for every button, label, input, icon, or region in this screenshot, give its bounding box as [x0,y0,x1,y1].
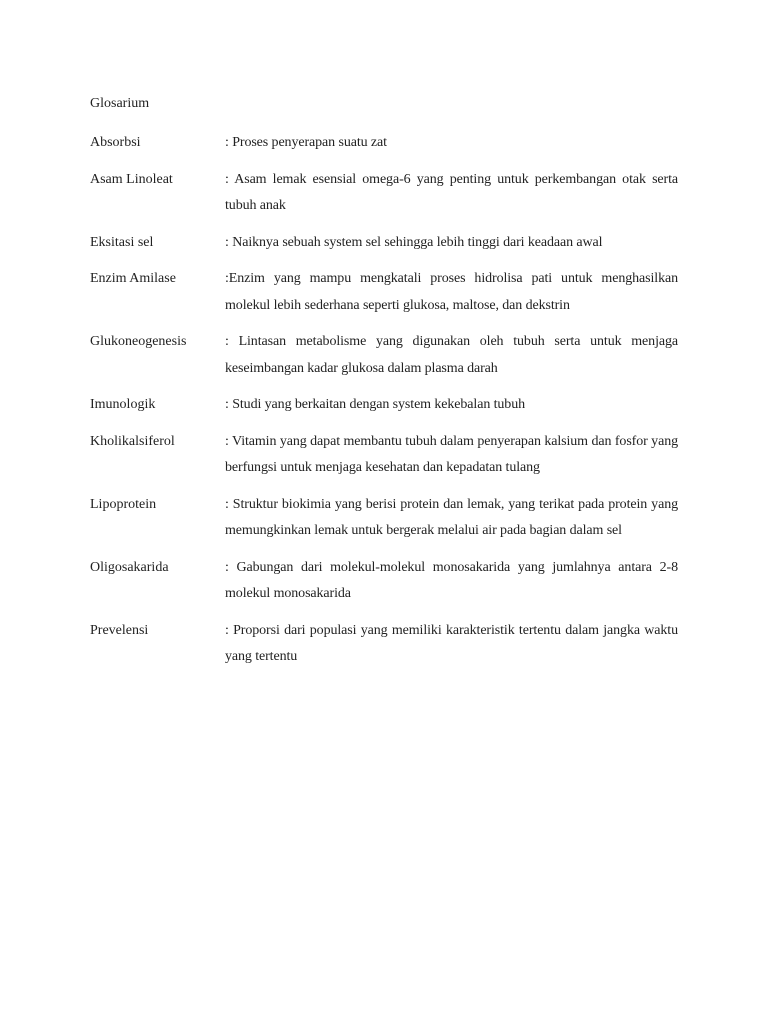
glossary-term: Oligosakarida [90,559,169,575]
glossary-entry [90,329,678,382]
glossary-entry [90,429,678,482]
glossary-term: Absorbsi [90,135,141,150]
glossary-entry [90,555,678,608]
glossary-term: Enzim Amilase [90,271,176,286]
glossary-term: Imunologik [90,397,156,412]
glossary-entry [90,266,678,319]
glossary-definition: : Studi yang berkaitan dengan system kekebalan tubuh [225,397,526,412]
glossary-definition: : Asam lemak esensial omega-6 yang penting untuk perkembangan otak serta tubuh anak [225,171,678,213]
glossary-definition: : Proporsi dari populasi yang memiliki karakteristik tertentu dalam jangka waktu yang tertentu [225,622,678,664]
glossary-definition: : Vitamin yang dapat membantu tubuh dalam penyerapan kalsium dan fosfor yang berfungsi untuk menjaga kesehatan dan kepadatan tulang [225,433,678,475]
glossary-definition: : Struktur biokimia yang berisi protein dan lemak, yang terikat pada protein yang memungkinkan lemak untuk bergerak melalui air pada bagian dalam sel [225,496,678,538]
glossary-term: Kholikalsiferol [90,433,175,449]
glossary-entry [90,618,678,671]
glossary-term: Glukoneogenesis [90,334,187,349]
glossary-definition: : Lintasan metabolisme yang digunakan oleh tubuh serta untuk menjaga keseimbangan kadar glukosa dalam plasma darah [225,334,678,376]
glossary-definition: : Naiknya sebuah system sel sehingga lebih tinggi dari keadaan awal [225,234,603,250]
glossary-definition: :Enzim yang mampu mengkatali proses hidrolisa pati untuk menghasilkan molekul lebih sederhana seperti glukosa, maltose, dan dekstrin [225,271,678,313]
glossary-term: Lipoprotein [90,496,157,512]
glossary-definition: : Proses penyerapan suatu zat [225,135,387,150]
glossary-entry [90,167,678,220]
glossary-entry [90,130,678,157]
glossary-entry [90,492,678,545]
glossary-entry [90,230,678,257]
glossary-list [90,130,678,681]
page-title: Glosarium [90,96,150,111]
glossary-entry [90,392,678,419]
glossary-term: Eksitasi sel [90,234,154,250]
glossary-term: Prevelensi [90,622,149,638]
glossary-term: Asam Linoleat [90,171,173,187]
glossary-definition: : Gabungan dari molekul-molekul monosakarida yang jumlahnya antara 2-8 molekul monosakarida [225,559,678,601]
